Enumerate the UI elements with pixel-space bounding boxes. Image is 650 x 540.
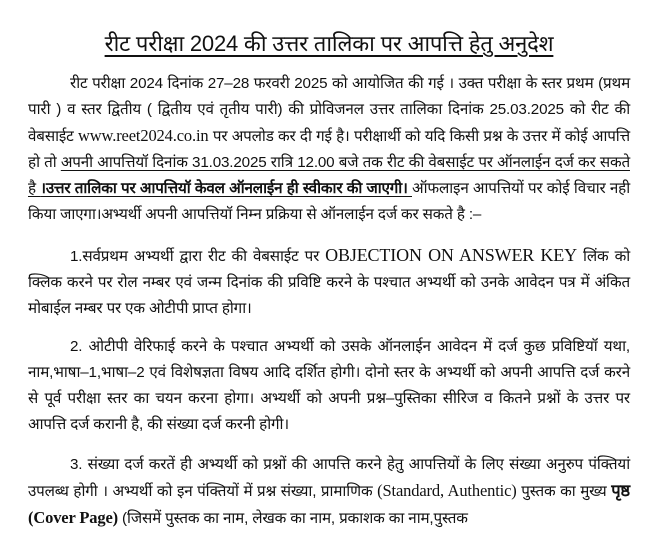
english-terms: (Standard, Authentic) xyxy=(377,481,517,500)
intro-text-1: रीट परीक्षा 2024 दिनांक 27–28 फरवरी 2025 को आयोजित की गई । उक्त परीक्षा के स्तर प्रथम (प्रथम पारी ) व स्तर द्वितीय ( द्वितीय एवं तृतीय पारी) की प्रोविजनल उत्तर तालिका दिनांक 25.03.2025 को रीट की वेबसाईट xyxy=(28,75,630,145)
objection-link-label: OBJECTION ON ANSWER KEY xyxy=(325,245,577,265)
online-only-notice: ।उत्तर तालिका पर आपत्तियॉ केवल ऑनलाईन ही स्वीकार की जाएगी। xyxy=(40,180,412,197)
intro-text-2: पर अपलोड कर दी गई है। परीक्षार्थी को यदि किसी प्रश्न के उत्तर में कोई आपत्ति हो तो xyxy=(28,128,630,171)
step-1-text-2: लिंक को क्लिक करने पर रोल नम्बर एवं जन्म दिनांक की प्रविष्टि करने के पश्चात अभ्यर्थी को उनके आवेदन पत्र में अंकित मोबाईल नम्बर पर एक ओटीपी प्राप्त होगा। xyxy=(28,248,631,317)
page-title-text: रीट परीक्षा 2024 की उत्तर तालिका पर आपत्ति हेतु अनुदेश xyxy=(104,31,554,56)
website-link[interactable]: www.reet2024.co.in xyxy=(78,126,209,145)
cover-page-term: पृष्ठ (Cover Page) xyxy=(28,481,630,527)
page-title xyxy=(28,0,630,58)
step-3-paragraph xyxy=(28,452,630,532)
step-3-text-1: 3. संख्या दर्ज करतें ही अभ्यर्थी को प्रश्नों की आपत्ति करने हेतु आपत्तियों के लिए संख्या अनुरुप पंक्तियां उपलब्ध होगी । अभ्यर्थी को इन पंक्तियों में प्रश्न संख्या, प्रामाणिक xyxy=(28,456,630,500)
step-2-text: 2. ओटीपी वेरिफाई करने के पश्चात अभ्यर्थी को उसके ऑनलाईन आवेदन में दर्ज कुछ प्रविष्टियॉ यथा, नाम,भाषा–1,भाषा–2 एवं विशेषज्ञता विषय आदि दर्शित होगी। दोनो स्तर के अभ्यर्थी को अपनी आपत्ति दर्ज करने से पूर्व परीक्षा स्तर का चयन करना होगा। अभ्यर्थी को अपनी प्रश्न–पुस्तिका सीरिज व कितने प्रश्नों के उत्तर पर आपत्ति दर्ज करानी है, की संख्या दर्ज करनी होगी। xyxy=(28,338,630,433)
step-3-text-3: (जिसमें पुस्तक का नाम, लेखक का नाम, प्रकाशक का नाम,पुस्तक xyxy=(117,510,468,527)
step-3-text-2: पुस्तक का मुख्य xyxy=(516,483,612,500)
intro-paragraph xyxy=(28,71,630,228)
step-1-text-1: 1.सर्वप्रथम अभ्यर्थी द्वारा रीट की वेबसाईट पर xyxy=(70,248,326,265)
step-1-paragraph xyxy=(28,242,630,322)
step-2-paragraph xyxy=(28,334,630,438)
intro-text-3: ऑफलाइन आपत्तियों पर कोई विचार नही किया जाएगा।अभ्यर्थी अपनी आपत्तियॉ निम्न प्रक्रिया से ऑनलाईन दर्ज कर सकते है :– xyxy=(28,180,630,223)
deadline-notice: अपनी आपत्तियॉ दिनांक 31.03.2025 रात्रि 12.00 बजे तक रीट की वेबसाईट पर ऑनलाईन दर्ज कर सकते है xyxy=(28,154,630,197)
